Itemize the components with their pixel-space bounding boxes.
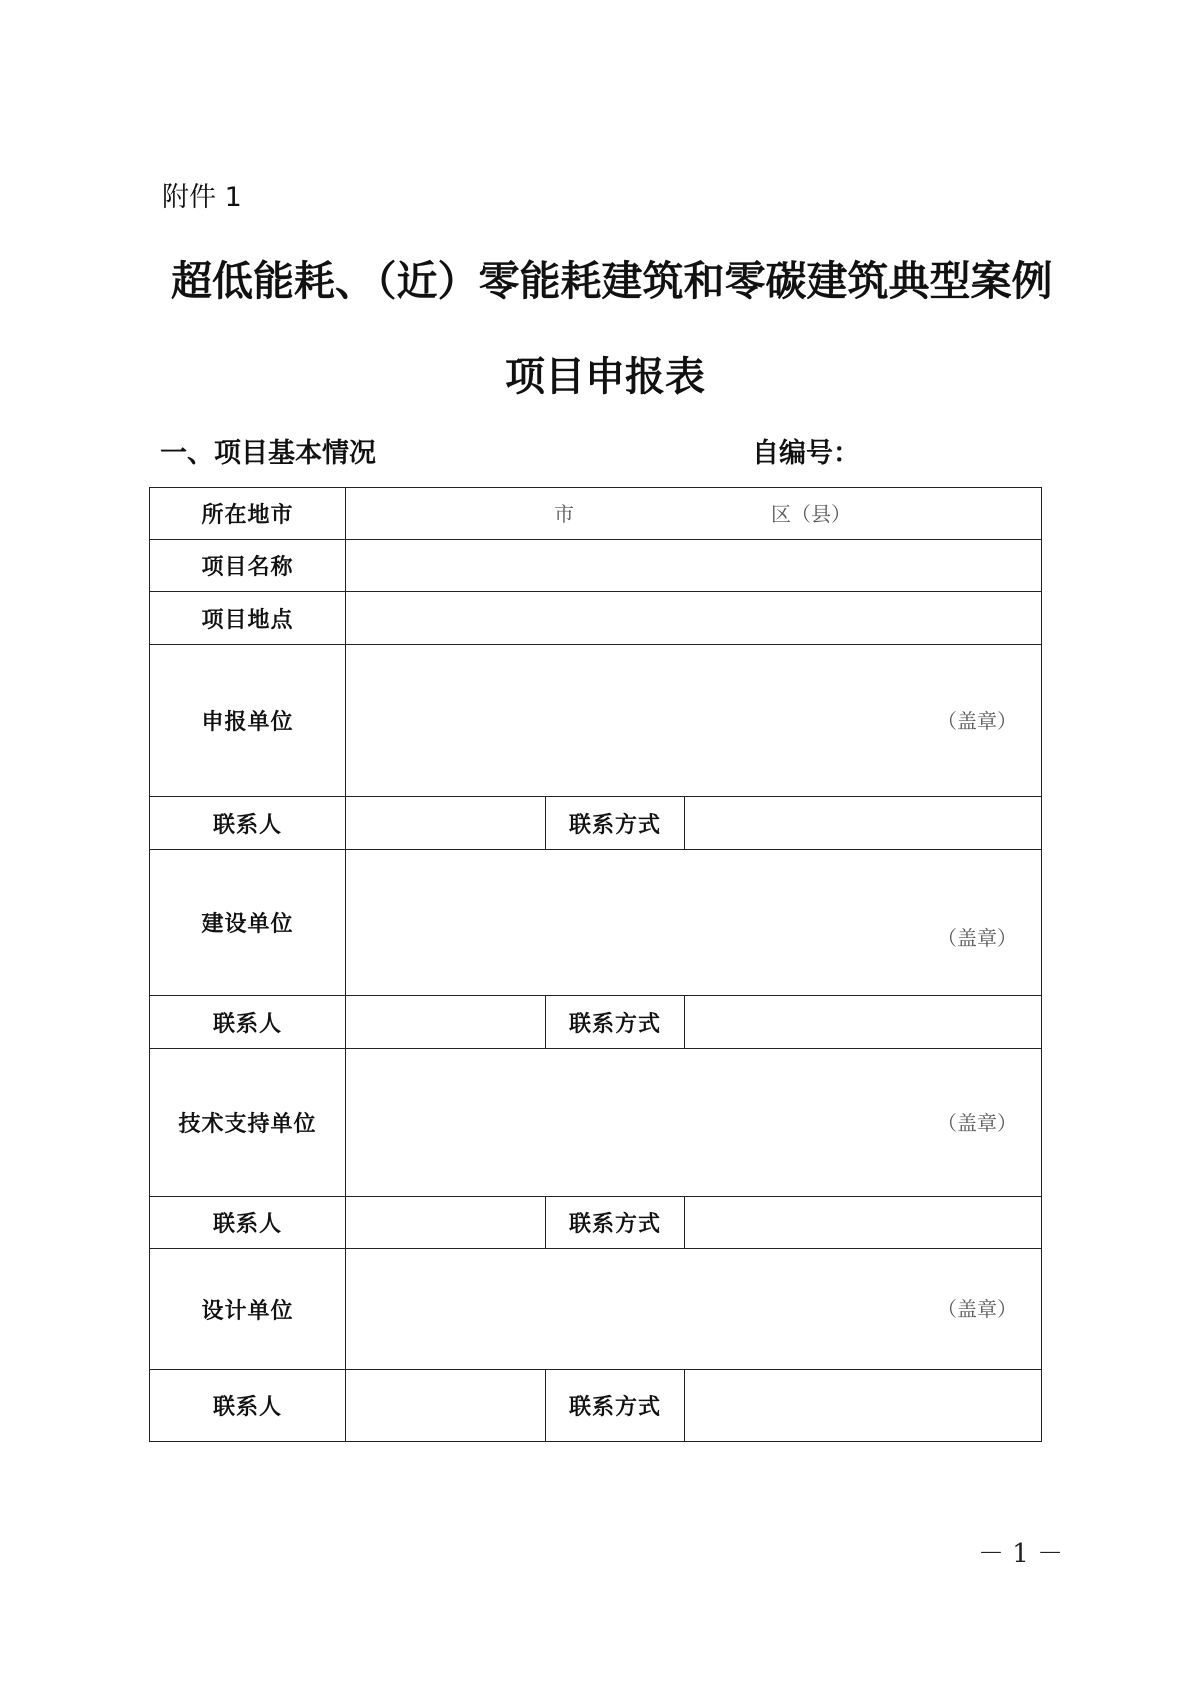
applicant-contact-row xyxy=(150,797,1042,850)
technical-support-unit-value-cell xyxy=(346,1049,1042,1197)
contact-person-label: 联系人 xyxy=(150,1370,346,1442)
contact-person-label: 联系人 xyxy=(150,1197,346,1249)
document-title-line2: 项目申报表 xyxy=(505,354,705,400)
stamp-note: （盖章） xyxy=(937,708,1018,733)
project-location-label: 项目地点 xyxy=(150,592,346,645)
self-number-label: 自编号： xyxy=(752,438,860,469)
project-name-row xyxy=(150,540,1042,592)
contact-method-label: 联系方式 xyxy=(546,996,685,1049)
construction-unit-row xyxy=(150,850,1042,996)
contact-person-value-cell xyxy=(346,797,546,850)
design-unit-row xyxy=(150,1249,1042,1370)
design-unit-label: 设计单位 xyxy=(150,1249,346,1370)
contact-method-value-cell xyxy=(685,1197,1042,1249)
document-title-line1: 超低能耗、（近）零能耗建筑和零碳建筑典型案例 xyxy=(171,257,1053,305)
city-suffix: 市 xyxy=(554,501,574,526)
design-contact-row xyxy=(150,1370,1042,1442)
project-name-value-cell xyxy=(346,540,1042,592)
contact-method-label: 联系方式 xyxy=(546,1197,685,1249)
contact-person-value-cell xyxy=(346,1370,546,1442)
design-unit-value-cell xyxy=(346,1249,1042,1370)
section-heading: 一、项目基本情况 xyxy=(160,438,376,469)
construction-unit-value-cell xyxy=(346,850,1042,996)
city-label: 所在地市 xyxy=(150,488,346,540)
contact-method-label: 联系方式 xyxy=(546,1370,685,1442)
technical-support-unit-label: 技术支持单位 xyxy=(150,1049,346,1197)
construction-contact-row xyxy=(150,996,1042,1049)
project-location-value-cell xyxy=(346,592,1042,645)
contact-person-label: 联系人 xyxy=(150,996,346,1049)
technical-support-unit-row xyxy=(150,1049,1042,1197)
applicant-unit-row xyxy=(150,645,1042,797)
applicant-unit-label: 申报单位 xyxy=(150,645,346,797)
contact-method-value-cell xyxy=(685,797,1042,850)
contact-method-label: 联系方式 xyxy=(546,797,685,850)
contact-person-value-cell xyxy=(346,996,546,1049)
stamp-note: （盖章） xyxy=(937,925,1018,950)
applicant-unit-value-cell xyxy=(346,645,1042,797)
project-name-label: 项目名称 xyxy=(150,540,346,592)
construction-unit-label: 建设单位 xyxy=(150,850,346,996)
district-suffix: 区（县） xyxy=(771,501,851,526)
city-value-cell xyxy=(346,488,1042,540)
contact-method-value-cell xyxy=(685,996,1042,1049)
stamp-note: （盖章） xyxy=(937,1297,1018,1321)
contact-person-label: 联系人 xyxy=(150,797,346,850)
attachment-label: 附件 1 xyxy=(162,182,242,213)
city-row xyxy=(150,488,1042,540)
contact-person-value-cell xyxy=(346,1197,546,1249)
project-location-row xyxy=(150,592,1042,645)
technical-support-contact-row xyxy=(150,1197,1042,1249)
project-info-table xyxy=(149,487,1042,1442)
page-number: － 1 － xyxy=(978,1539,1064,1569)
stamp-note: （盖章） xyxy=(937,1110,1018,1135)
contact-method-value-cell xyxy=(685,1370,1042,1442)
